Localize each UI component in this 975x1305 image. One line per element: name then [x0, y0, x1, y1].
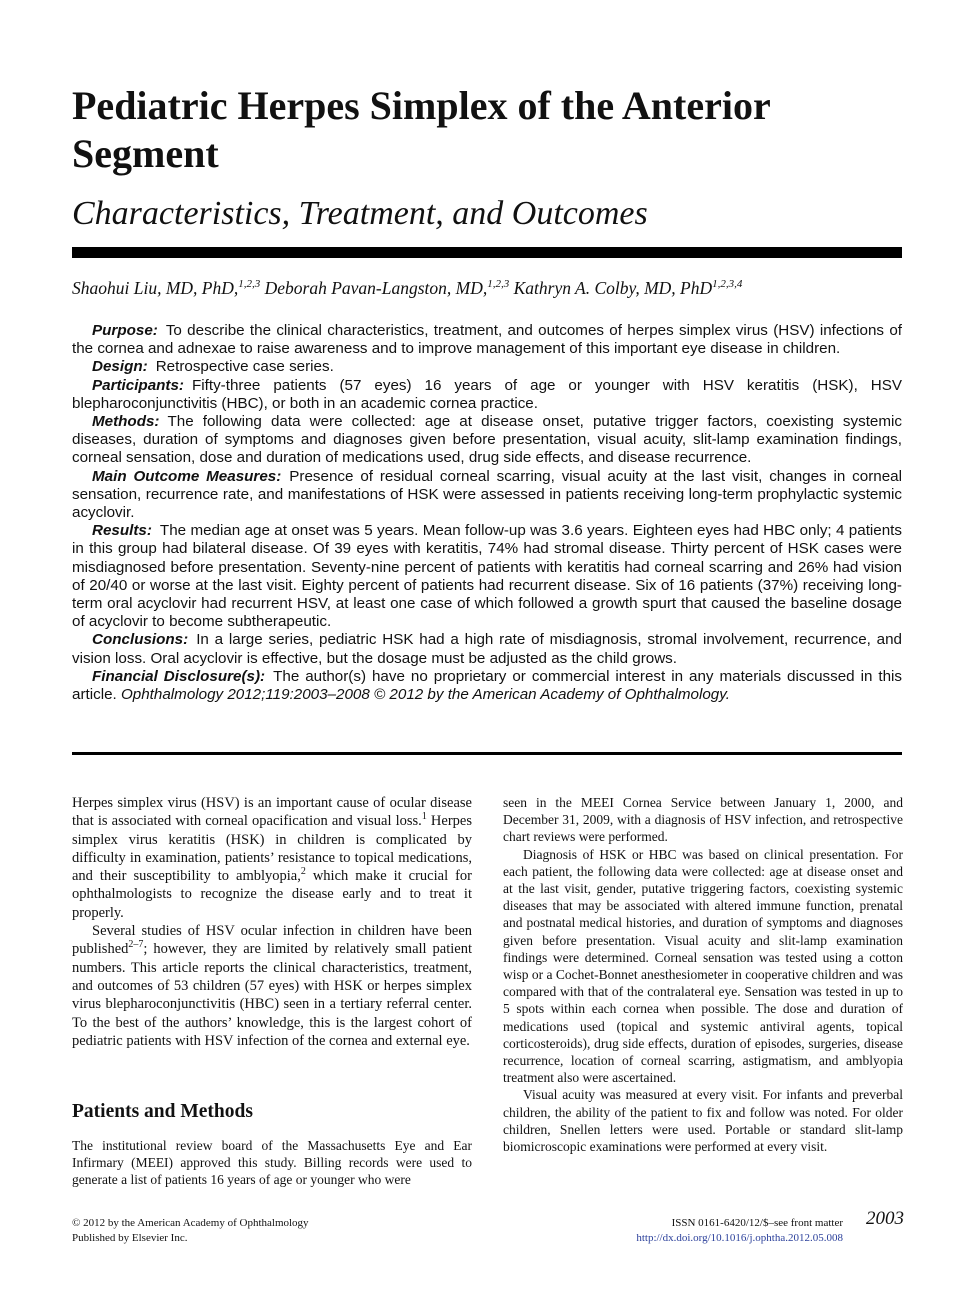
- reference-link[interactable]: 2: [300, 866, 306, 878]
- body-paragraph: seen in the MEEI Cornea Service between January 1, 2000, and December 31, 2009, with a diagnosis of HSV infection, and retrospective chart reviews were performed.: [503, 795, 903, 845]
- abstract-design: [72, 358, 902, 376]
- article-title: Pediatric Herpes Simplex of the Anterior Segment: [72, 83, 771, 176]
- body-paragraph: Visual acuity was measured at every visit. For infants and preverbal children, the ability of the patient to fix and follow was noted. For older children, Snellen letters were used. Portable or standard slit-lamp biomicroscopic examinations were performed at every visit.: [503, 1087, 903, 1155]
- body-paragraph: Diagnosis of HSK or HBC was based on clinical presentation. For each patient, the following data were collected: age at disease onset and at the last visit, gender, putative triggering factors, coexisting systemic diseases that may be associated with altered immune function, prenatal and postnatal medical histories, and duration of symptoms and diagnoses given before presentation. Visual acuity and slit-lamp examination findings were determined. Corneal sensation was tested using a cotton wisp or a Cochet-Bonnet anesthesiometer in cooperative children and was compared with that of the contralateral eye. Sensation was tested in up to 5 spots within each cornea when possible. The dose and duration of medications used (topical and systemic antiviral agents, topical corticosteroids), drug side effects, duration of episodes, surgeries, disease recurrence, location of corneal scarring, astigmatism, and amblyopia treatment also were ascertained.: [503, 846, 903, 1086]
- author-name: Kathryn A. Colby, MD, PhD: [513, 278, 713, 298]
- methods-paragraph: The institutional review board of the Massachusetts Eye and Ear Infirmary (MEEI) approved this study. Billing records were used to generate a list of patients 16 years of age or younger who were: [72, 1138, 472, 1188]
- abstract-methods: [72, 413, 902, 468]
- abstract-text: The following data were collected: age at disease onset, putative trigger factors, coexisting systemic diseases, duration of symptoms and diagnoses given before presentation, visual acuity, slit-lamp examination findings, corneal sensation, dose and duration of medications used, drug side effects, and disease recurrence.: [72, 413, 902, 467]
- section-heading: Patients and Methods: [72, 1101, 253, 1122]
- methods-column: [72, 1137, 472, 1189]
- abstract-label: Financial Disclosure(s):: [92, 667, 266, 685]
- abstract-text: In a large series, pediatric HSK had a high rate of misdiagnosis, stromal involvement, recurrence, and vision loss. Oral acyclovir is effective, but the dosage must be adjusted as the child grows.: [72, 631, 902, 667]
- footer-right: [636, 1216, 843, 1246]
- abstract-text: To describe the clinical characteristics, treatment, and outcomes of herpes simplex virus (HSV) infections of the cornea and adnexae to raise awareness and to improve management of this important eye disease in children.: [72, 322, 902, 358]
- abstract-text: Fifty-three patients (57 eyes) 16 years of age or younger with HSV keratitis (HSK), HSV blepharoconjunctivitis (HBC), or both in an academic cornea practice.: [72, 376, 902, 412]
- body-text: Herpes simplex virus (HSV) is an important cause of ocular disease that is associated with corneal opacification and visual loss.: [72, 795, 472, 830]
- author-name: Shaohui Liu, MD, PhD,: [72, 278, 239, 298]
- abstract-label: Main Outcome Measures:: [92, 467, 282, 485]
- intro-paragraph: [72, 794, 472, 922]
- abstract-label: Conclusions:: [92, 631, 189, 649]
- issn-text: ISSN 0161-6420/12/$–see front matter: [671, 1217, 843, 1229]
- footer-left: [72, 1216, 309, 1246]
- author-affiliation: 1,2,3: [238, 278, 261, 291]
- abstract-label: Design:: [92, 358, 148, 376]
- journal-citation: Ophthalmology 2012;119:2003–2008 © 2012 by the American Academy of Ophthalmology.: [120, 686, 730, 704]
- intro-paragraph: [72, 922, 472, 1050]
- body-text: Herpes simplex virus keratitis (HSK) in children is complicated by difficulty in examination, patients’ resistance to topical medications, and their susceptibility to amblyopia,: [72, 813, 472, 885]
- abstract-text: Retrospective case series.: [155, 358, 334, 376]
- abstract-label: Methods:: [92, 413, 160, 431]
- copyright-text: © 2012 by the American Academy of Ophthalmology: [72, 1217, 309, 1229]
- body-text: Several studies of HSV ocular infection in children have been published: [72, 923, 472, 958]
- intro-column: [72, 794, 472, 1050]
- abstract-rule: [72, 752, 902, 755]
- abstract: [72, 322, 902, 704]
- body-text: ; however, they are limited by relatively small patient numbers. This article reports the clinical characteristics, treatment, and outcomes of 53 children (57 eyes) with HSK or herpes simplex virus blepharoconjunctivitis (HBC) seen in a tertiary referral center. To the best of the authors’ knowledge, this is the largest cohort of pediatric patients with HSV infection of the cornea and external eye.: [72, 941, 472, 1049]
- abstract-label: Participants:: [92, 376, 184, 394]
- abstract-purpose: [72, 322, 902, 358]
- abstract-participants: [72, 377, 902, 413]
- abstract-results: [72, 522, 902, 631]
- abstract-text: The author(s) have no proprietary or commercial interest in any materials discussed in this article.: [72, 667, 902, 704]
- publisher-text: Published by Elsevier Inc.: [72, 1232, 188, 1244]
- abstract-disclosure: [72, 668, 902, 704]
- abstract-label: Purpose:: [92, 322, 158, 339]
- abstract-text: Presence of residual corneal scarring, visual acuity at the last visit, changes in corneal sensation, recurrence rate, and manifestations of HSK were assessed in patients receiving long-term prophylactic systemic acyclovir.: [72, 467, 902, 522]
- doi-link[interactable]: http://dx.doi.org/10.1016/j.ophtha.2012.05.008: [636, 1232, 843, 1244]
- author-affiliation: 1,2,3,4: [712, 278, 743, 291]
- author-list: [72, 278, 742, 299]
- reference-link[interactable]: 2–7: [128, 939, 144, 951]
- reference-link[interactable]: 1: [421, 811, 427, 823]
- page-number: 2003: [866, 1208, 904, 1229]
- author-affiliation: 1,2,3: [487, 278, 510, 291]
- abstract-label: Results:: [92, 522, 152, 540]
- abstract-text: The median age at onset was 5 years. Mean follow-up was 3.6 years. Eighteen eyes had HBC only; 4 patients in this group had bilateral disease. Of 39 eyes with keratitis, 74% had stromal disease. Thirty percent of HSK cases were misdiagnosed before presentation. Seventy-nine percent of patients with keratitis had corneal scarring and 26% had vision of 20/40 or worse at the last visit. Eighty percent of patients had recurrent disease. Six of 16 patients (37%) receiving long-term oral acyclovir had recurrent HSV, at least one case of which followed a growth spurt that caused the baseline dosage of acyclovir to become subtherapeutic.: [72, 522, 902, 631]
- article-subtitle: Characteristics, Treatment, and Outcomes: [72, 195, 648, 232]
- abstract-conclusions: [72, 631, 902, 667]
- right-column: [503, 794, 903, 1155]
- title-rule: [72, 247, 902, 258]
- abstract-outcomes: [72, 468, 902, 523]
- author-name: Deborah Pavan-Langston, MD,: [264, 278, 488, 298]
- body-text: which make it crucial for ophthalmologists to recognize the disease early and to treat it properly.: [72, 868, 472, 921]
